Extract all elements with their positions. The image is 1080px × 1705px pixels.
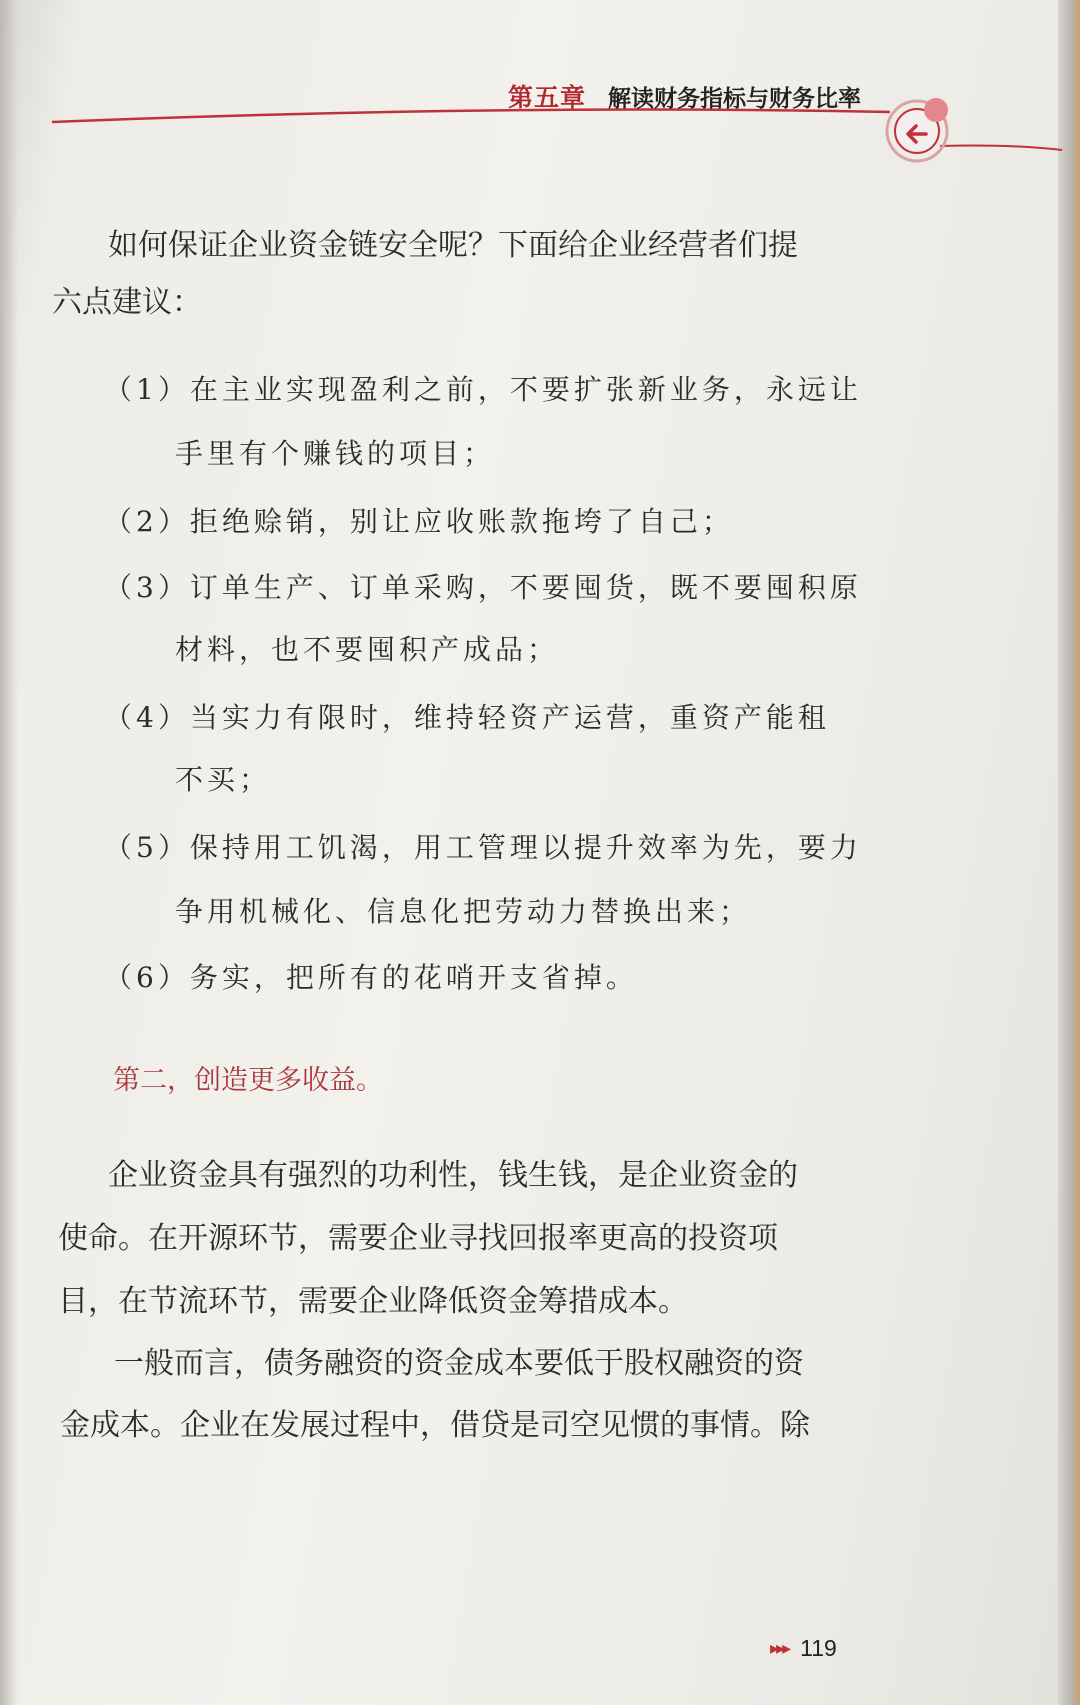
para3-line-2: 金成本。企业在发展过程中，借贷是司空见惯的事情。除 [60,1408,810,1443]
para2-line-3: 目，在节流环节，需要企业降低资金筹措成本。 [58,1284,688,1319]
para3-line-1: 一般而言，债务融资的资金成本要低于股权融资的资 [114,1346,804,1381]
list-item-1-cont: 手里有个赚钱的项目； [175,437,496,470]
list-item-1: （1）在主业实现盈利之前，不要扩张新业务，永远让 [104,373,862,406]
list-item-4-cont: 不买； [175,763,272,796]
intro-line-1: 如何保证企业资金链安全呢？下面给企业经营者们提 [108,228,798,263]
list-item-2: （2）拒绝赊销，别让应收账款拖垮了自己； [104,505,734,538]
chapter-label: 第五章 [508,83,587,112]
chapter-title: 解读财务指标与财务比率 [608,86,861,112]
section-heading: 第二，创造更多收益。 [113,1065,383,1096]
para2-line-1: 企业资金具有强烈的功利性，钱生钱，是企业资金的 [108,1158,798,1193]
list-item-4: （4）当实力有限时，维持轻资产运营，重资产能租 [104,701,830,734]
intro-line-2: 六点建议： [52,285,202,320]
list-item-5: （5）保持用工饥渴，用工管理以提升效率为先，要力 [104,831,862,864]
para2-line-2: 使命。在开源环节，需要企业寻找回报率更高的投资项 [58,1221,778,1256]
page-number: 119 [800,1635,837,1661]
list-item-3: （3）订单生产、订单采购，不要囤货，既不要囤积原 [104,571,862,604]
triple-arrow-icon: ▸▸▸ [770,1638,789,1659]
page-footer [770,1635,837,1662]
list-item-5-cont: 争用机械化、信息化把劳动力替换出来； [175,895,752,928]
list-item-3-cont: 材料，也不要囤积产成品； [175,633,560,666]
list-item-6: （6）务实，把所有的花哨开支省掉。 [104,961,638,994]
